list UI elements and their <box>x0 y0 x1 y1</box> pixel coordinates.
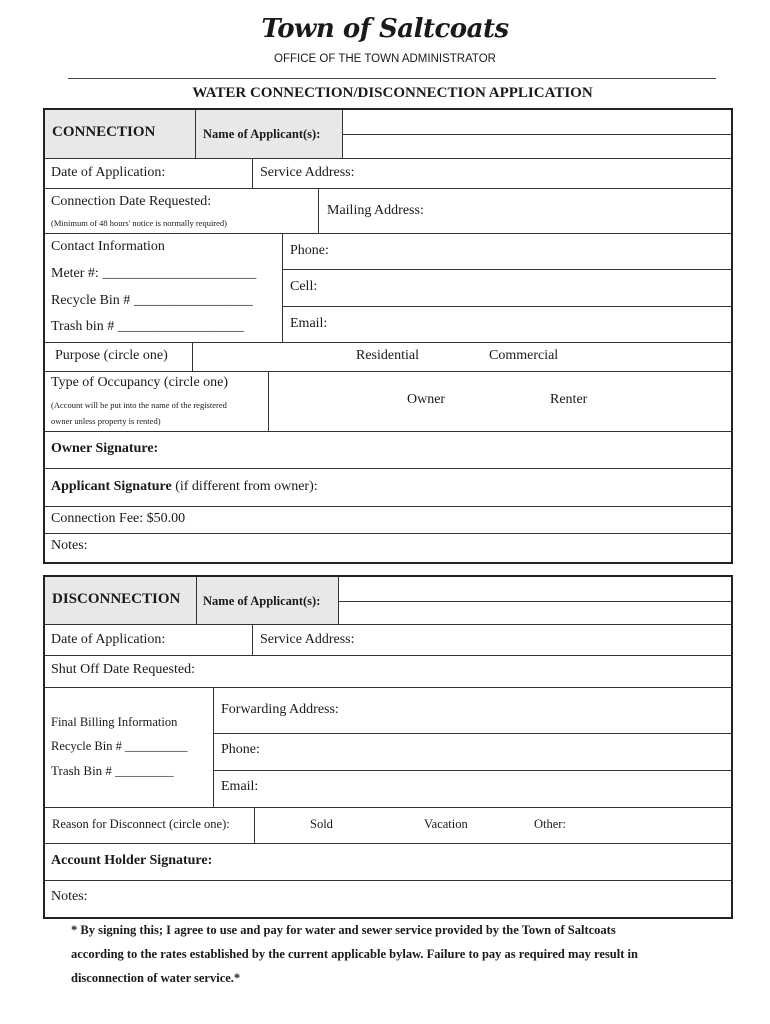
applicant-signature-label: Applicant Signature <box>51 479 172 494</box>
connection-name-input-line-1[interactable] <box>343 134 731 135</box>
disconnection-section-label: DISCONNECTION <box>52 591 181 607</box>
disconnection-service-address-label: Service Address: <box>260 632 355 647</box>
disconnection-name-label: Name of Applicant(s): <box>203 594 321 608</box>
office-subtitle: OFFICE OF THE TOWN ADMINISTRATOR <box>274 53 496 65</box>
trash-bin-field[interactable]: Trash bin # __________________ <box>51 319 244 334</box>
disconnection-date-label: Date of Application: <box>51 632 166 647</box>
purpose-option-commercial[interactable]: Commercial <box>489 348 559 363</box>
purpose-label: Purpose (circle one) <box>55 348 168 363</box>
header-rule <box>68 78 716 79</box>
applicant-signature-note: (if different from owner): <box>171 479 318 494</box>
form-title: WATER CONNECTION/DISCONNECTION APPLICATION <box>192 85 593 101</box>
connection-section-label: CONNECTION <box>52 124 156 140</box>
connection-date-requested-label: Connection Date Requested: <box>51 194 212 209</box>
disconnection-name-input-line-1[interactable] <box>339 601 731 602</box>
connection-cell-label: Cell: <box>290 279 318 294</box>
connection-notes-label: Notes: <box>51 538 88 553</box>
occupancy-note-1: (Account will be put into the name of the registered <box>51 400 227 410</box>
disconnection-trash-bin-field[interactable]: Trash Bin # _________ <box>51 763 174 778</box>
disconnection-phone-label: Phone: <box>221 742 260 757</box>
connection-phone-label: Phone: <box>290 243 329 258</box>
connection-fee: Connection Fee: $50.00 <box>51 511 186 526</box>
connection-notice-note: (Minimum of 48 hours' notice is normally required) <box>51 218 227 228</box>
account-holder-signature-label: Account Holder Signature: <box>51 853 213 868</box>
town-title: Town of Saltcoats <box>261 14 509 44</box>
disconnection-notes-label: Notes: <box>51 889 88 904</box>
contact-information-label: Contact Information <box>51 239 165 254</box>
meter-field[interactable]: Meter #: ______________________ <box>51 266 257 281</box>
occupancy-option-renter[interactable]: Renter <box>550 392 588 407</box>
footer-line-1: * By signing this; I agree to use and pay for water and sewer service provided by the Town of Saltcoats <box>71 923 616 937</box>
connection-name-label: Name of Applicant(s): <box>203 127 321 141</box>
footer-line-3: disconnection of water service.* <box>71 971 241 985</box>
disconnection-recycle-bin-field[interactable]: Recycle Bin # __________ <box>51 739 188 753</box>
purpose-option-residential[interactable]: Residential <box>356 348 419 363</box>
connection-email-label: Email: <box>290 316 328 331</box>
final-billing-label: Final Billing Information <box>51 715 178 729</box>
reason-option-sold[interactable]: Sold <box>310 817 333 831</box>
reason-option-other[interactable]: Other: <box>534 817 566 831</box>
occupancy-label: Type of Occupancy (circle one) <box>51 375 229 390</box>
reason-option-vacation[interactable]: Vacation <box>424 817 468 831</box>
connection-service-address-label: Service Address: <box>260 165 355 180</box>
occupancy-note-2: owner unless property is rented) <box>51 416 161 426</box>
connection-mailing-address-label: Mailing Address: <box>327 203 424 218</box>
applicant-signature-field[interactable] <box>51 479 318 495</box>
forwarding-address-label: Forwarding Address: <box>221 702 339 717</box>
shut-off-date-label: Shut Off Date Requested: <box>51 662 195 677</box>
occupancy-option-owner[interactable]: Owner <box>407 392 446 407</box>
recycle-bin-field[interactable]: Recycle Bin # _________________ <box>51 293 253 308</box>
disconnection-email-label: Email: <box>221 779 259 794</box>
reason-label: Reason for Disconnect (circle one): <box>52 817 230 831</box>
owner-signature-label: Owner Signature: <box>51 441 159 456</box>
connection-date-label: Date of Application: <box>51 165 166 180</box>
footer-line-2: according to the rates established by the current applicable bylaw. Failure to pay as required may result in <box>71 947 638 961</box>
